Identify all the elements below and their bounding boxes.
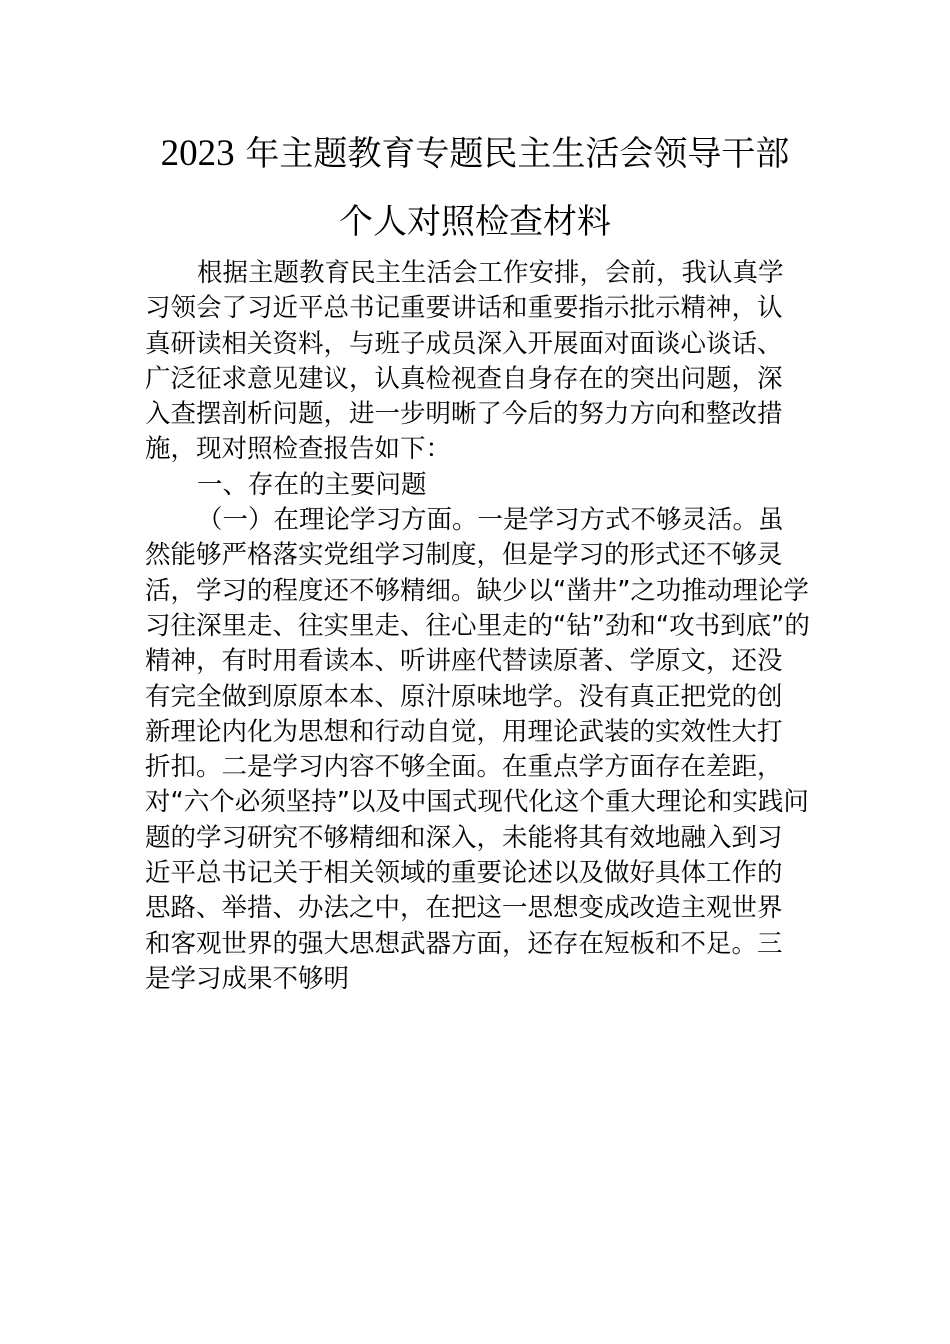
document-body <box>145 256 810 997</box>
paragraph-theory-line: 思路、举措、办法之中，在把这一思想变成改造主观世界 <box>145 893 783 924</box>
paragraph-theory-line: 精神，有时用看读本、听讲座代替读原著、学原文，还没 <box>145 646 783 677</box>
paragraph-theory-line: 近平总书记关于相关领域的重要论述以及做好具体工作的 <box>145 858 783 889</box>
paragraph-theory-line: 题的学习研究不够精细和深入，未能将其有效地融入到习 <box>145 822 783 853</box>
paragraph-intro-line: 施，现对照检查报告如下： <box>145 434 452 465</box>
paragraph-theory-line: （一）在理论学习方面。一是学习方式不够灵活。虽 <box>197 505 784 536</box>
paragraph-theory-line: 习往深里走、往实里走、往心里走的“钻”劲和“攻书到底”的 <box>145 610 810 641</box>
paragraph-intro-line: 入查摆剖析问题，进一步明晰了今后的努力方向和整改措 <box>145 399 783 430</box>
paragraph-intro-line: 习领会了习近平总书记重要讲话和重要指示批示精神，认 <box>145 293 783 324</box>
paragraph-theory-line: 有完全做到原原本本、原汁原味地学。没有真正把党的创 <box>145 681 783 712</box>
document-title-line-2: 个人对照检查材料 <box>339 202 611 242</box>
paragraph-theory-line: 然能够严格落实党组学习制度，但是学习的形式还不够灵 <box>145 540 783 571</box>
paragraph-theory-line: 活，学习的程度还不够精细。缺少以“凿井”之功推动理论学 <box>145 575 809 606</box>
paragraph-theory-line: 新理论内化为思想和行动自觉，用理论武装的实效性大打 <box>145 716 783 747</box>
paragraph-theory-line: 和客观世界的强大思想武器方面，还存在短板和不足。三 <box>145 928 783 959</box>
section-heading: 一、存在的主要问题 <box>197 469 427 500</box>
document-title-line-1 <box>0 134 950 174</box>
title-text: 年主题教育专题民主生活会领导干部 <box>234 134 790 174</box>
paragraph-intro-line: 根据主题教育民主生活会工作安排，会前，我认真学 <box>197 258 784 288</box>
paragraph-theory-line: 是学习成果不够明 <box>145 963 350 994</box>
paragraph-intro-line: 广泛征求意见建议，认真检视查自身存在的突出问题，深 <box>145 363 783 394</box>
paragraph-theory-line: 对“六个必须坚持”以及中国式现代化这个重大理论和实践问 <box>145 787 809 818</box>
paragraph-intro-line: 真研读相关资料，与班子成员深入开展面对面谈心谈话、 <box>145 328 783 359</box>
title-year: 2023 <box>160 133 235 174</box>
paragraph-theory-line: 折扣。二是学习内容不够全面。在重点学方面存在差距， <box>145 752 783 783</box>
